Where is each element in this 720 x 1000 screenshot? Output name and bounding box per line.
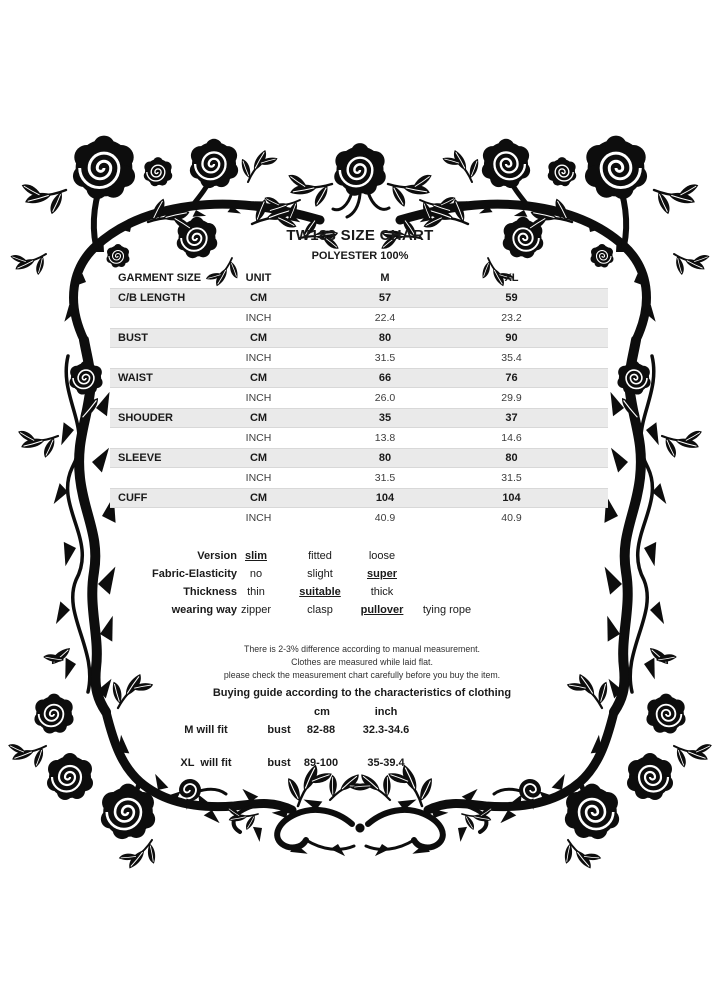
buying-guide-units [0,704,720,720]
unit-cm-header: cm [314,706,330,718]
table-row: INCH 22.4 23.2 [245,312,522,324]
attribute-row-version [0,547,720,565]
attribute-option: slight [307,568,333,580]
buying-guide-row-m [0,721,720,739]
guide-inch-value: 32.3-34.6 [362,724,410,736]
attribute-option-selected: pullover [360,604,404,616]
attribute-option: loose [368,550,396,562]
guide-size-label: XL will fit [180,757,232,769]
col-garment-size: GARMENT SIZE [118,272,202,284]
attribute-option: clasp [307,604,333,616]
table-row: INCH 31.5 35.4 [245,352,522,364]
table-row: SHOUDER CM 35 37 [110,408,608,428]
table-row: WAIST CM 66 76 [110,368,608,388]
table-row: INCH 13.8 14.6 [245,432,522,444]
attribute-option-selected: super [367,568,397,580]
attribute-option: thin [247,586,265,598]
col-xl: XL [504,272,519,284]
guide-cm-value: 89-100 [303,757,339,769]
attribute-option: tying rope [422,604,472,616]
table-row: SLEEVE CM 80 80 [110,448,608,468]
garment-attributes [0,547,720,619]
guide-part-label: bust [267,757,291,769]
note-line: please check the measurement chart carefully before you buy the item. [223,670,501,680]
measurement-notes [2,643,720,682]
col-m: M [380,272,390,284]
attribute-label: Thickness [183,586,237,598]
guide-cm-value: 82-88 [306,724,336,736]
attribute-option: fitted [308,550,332,562]
note-line: Clothes are measured while laid flat. [291,657,433,667]
table-row: INCH 31.5 31.5 [245,472,522,484]
table-row: CUFF CM 104 104 [110,488,608,508]
attribute-row-wearing-way [0,601,720,619]
attribute-option: zipper [241,604,271,616]
attribute-option-selected: suitable [299,586,341,598]
attribute-option-selected: slim [244,550,268,562]
guide-part-label: bust [267,724,291,736]
attribute-label: wearing way [171,604,237,616]
attribute-row-thickness [0,583,720,601]
attribute-option: thick [370,586,394,598]
attribute-row-elasticity [0,565,720,583]
attribute-label: Version [197,550,237,562]
page-title: TW183 SIZE CHART [286,227,434,244]
table-row: INCH 26.0 29.9 [245,392,522,404]
guide-inch-value: 35-39.4 [367,757,405,769]
col-unit: UNIT [245,272,272,284]
size-chart-table [110,268,608,528]
unit-inch-header: inch [374,706,398,718]
attribute-label: Fabric-Elasticity [152,568,237,580]
table-row: C/B LENGTH CM 57 59 [110,288,608,308]
buying-guide-title: Buying guide according to the characteristics of clothing [212,687,512,699]
guide-size-label: M will fit [184,724,228,736]
material-subtitle: POLYESTER 100% [311,250,409,262]
table-row: INCH 40.9 40.9 [245,512,522,524]
attribute-option: no [249,568,263,580]
buying-guide-row-xl [0,754,720,772]
table-row: BUST CM 80 90 [110,328,608,348]
note-line: There is 2-3% difference according to manual measurement. [243,644,480,654]
table-header-row [110,268,608,288]
